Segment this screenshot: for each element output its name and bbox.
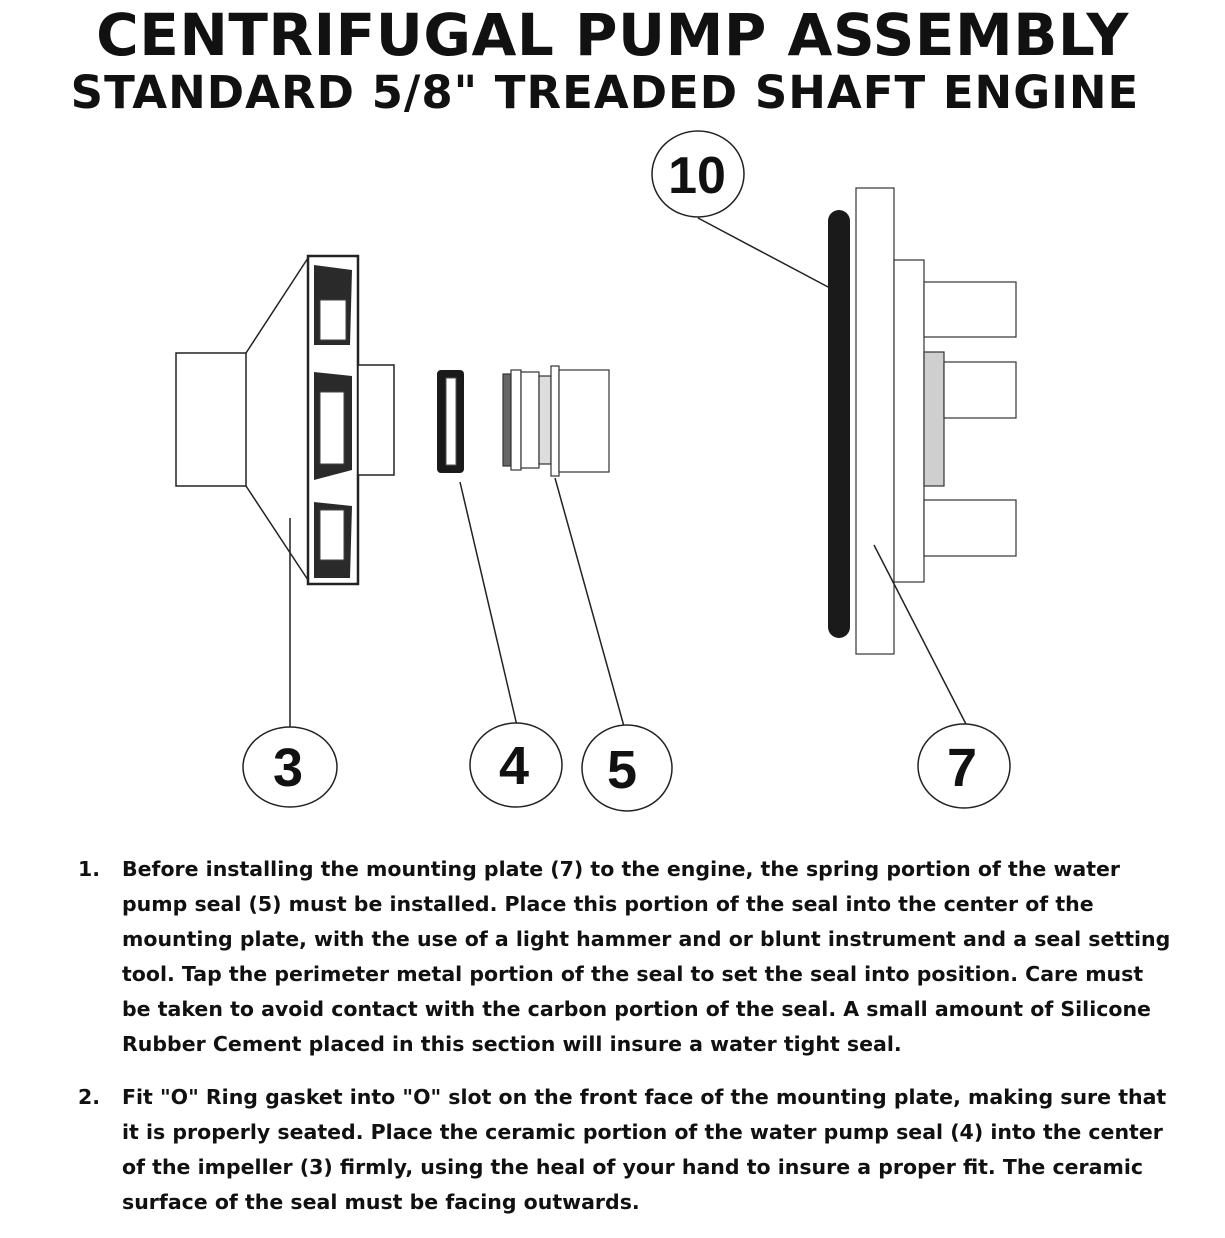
- impeller-cone-bottom: [246, 486, 308, 580]
- instruction-step: [78, 852, 1178, 1062]
- spring-seal-collar: [521, 372, 539, 468]
- callout-4: [470, 723, 562, 807]
- impeller-shaft-boss: [358, 365, 394, 475]
- callout-7-label: 7: [946, 738, 978, 798]
- impeller-cone-top: [246, 258, 308, 353]
- mounting-plate-stud-middle: [944, 362, 1016, 418]
- callout-3-label: 3: [272, 738, 304, 798]
- callout-10: [652, 131, 744, 217]
- callout-5: [582, 725, 672, 811]
- ceramic-seal-face: [446, 378, 456, 465]
- mounting-plate-step: [894, 260, 924, 582]
- callout-4-label: 4: [498, 736, 530, 796]
- diagram-subtitle: STANDARD 5/8" TREADED SHAFT ENGINE: [70, 66, 1140, 119]
- instruction-step-number: 2.: [78, 1085, 101, 1109]
- instruction-step-number: 1.: [78, 857, 101, 881]
- callout-5-label: 5: [606, 740, 638, 800]
- spring-seal-flange-dark: [503, 374, 511, 466]
- mounting-plate-stud-bottom: [924, 500, 1016, 556]
- leader-10: [698, 218, 830, 288]
- impeller-part: [176, 256, 394, 584]
- leader-4: [460, 482, 518, 730]
- impeller-vane-middle-window: [320, 392, 344, 464]
- instruction-step-text: Fit "O" Ring gasket into "O" slot on the front face of the mounting plate, making sure that it is properly seated. Place the ceramic portion of the water pump seal (4) into the center of the impeller (3) firmly, using the heal of your hand to insure a proper fit. The ceramic surface of the seal must be facing outwards.: [122, 1085, 1167, 1214]
- instruction-list: [78, 852, 1178, 1238]
- ceramic-seal-part: [437, 370, 464, 473]
- callout-10-label: 10: [668, 147, 726, 205]
- mounting-plate-boss: [924, 352, 944, 486]
- mounting-plate-face: [856, 188, 894, 654]
- spring-seal-part: [503, 366, 609, 476]
- instruction-step-text: Before installing the mounting plate (7) to the engine, the spring portion of the water pump seal (5) must be installed. Place this portion of the seal into the center of the mounting plate, with the use of a light hammer and or blunt instrument and a seal setting tool. Tap the perimeter metal portion of the seal to set the seal into position. Care must be taken to avoid contact with the carbon portion of the seal. A small amount of Silicone Rubber Cement placed in this section will insure a water tight seal.: [122, 857, 1171, 1056]
- mounting-plate-part: [828, 188, 1016, 654]
- spring-seal-spring: [539, 376, 551, 464]
- spring-seal-carbon-edge: [551, 366, 559, 476]
- mounting-plate-stud-top: [924, 282, 1016, 337]
- spring-seal-flange: [511, 370, 521, 470]
- impeller-vane-top-window: [320, 300, 346, 340]
- instruction-step: [78, 1080, 1178, 1220]
- o-ring-gasket: [828, 210, 850, 638]
- callout-3: [243, 727, 337, 807]
- spring-seal-body: [559, 370, 609, 472]
- diagram-title: CENTRIFUGAL PUMP ASSEMBLY: [96, 1, 1129, 69]
- callout-7: [918, 724, 1010, 808]
- leader-5: [555, 478, 625, 730]
- impeller-vane-bottom-window: [320, 510, 344, 560]
- impeller-hub: [176, 353, 246, 486]
